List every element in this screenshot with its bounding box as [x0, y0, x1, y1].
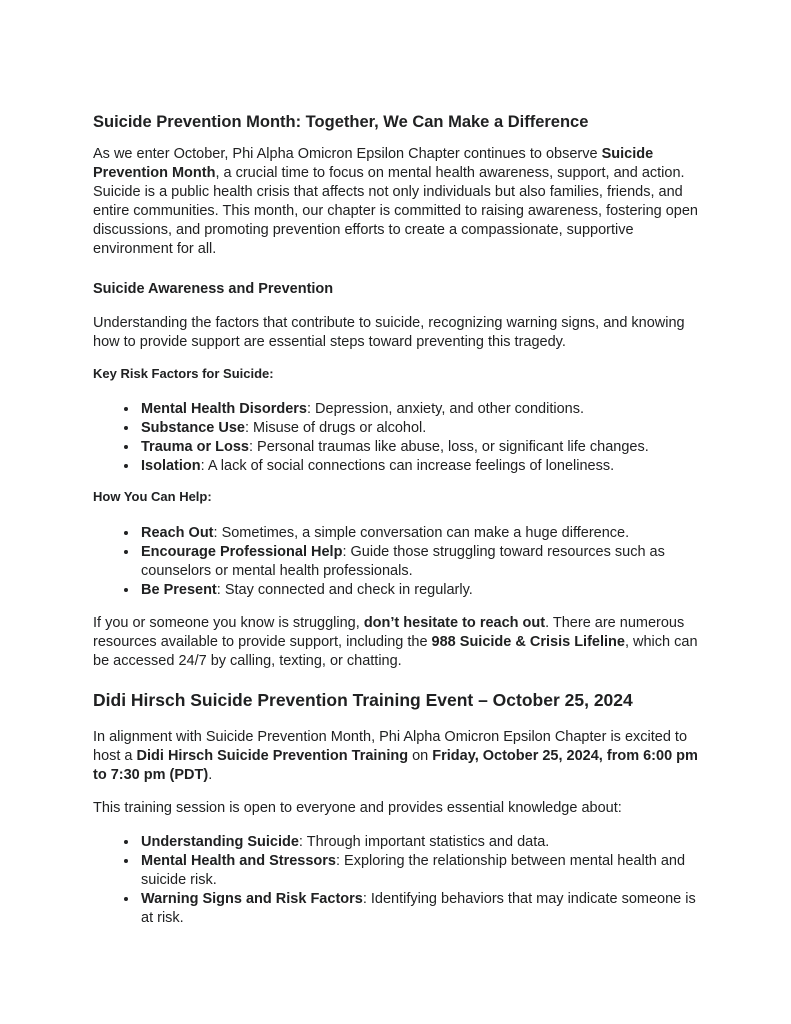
text-run: : Misuse of drugs or alcohol. — [244, 420, 427, 437]
text-run: If you or someone you know is struggling, — [93, 614, 364, 631]
text-run: : Exploring the relationship between mental health and suicide risk. — [141, 852, 686, 888]
text-run: , a crucial time to focus on mental health awareness, support, and action. Suicide is a public health crisis that affects not only individuals but also families, friends, and entire communities. This month, our chapter is committed to raising awareness, fostering open discussions, and promoting prevention efforts to create a compassionate, supportive environment for all. — [93, 165, 698, 257]
list-item — [139, 581, 698, 600]
text-run: , which can be accessed 24/7 by calling, texting, or chatting. — [93, 633, 698, 669]
list-item — [139, 438, 698, 457]
risk-factors-list — [93, 400, 698, 476]
bold-text-run: Warning Signs and Risk Factors — [141, 890, 363, 907]
list-item — [139, 543, 698, 581]
training-intro-paragraph: This training session is open to everyone and provides essential knowledge about: — [93, 799, 622, 816]
bold-text-run: Understanding Suicide — [141, 833, 299, 850]
list-item — [139, 457, 698, 476]
text-run: : Sometimes, a simple conversation can make a huge difference. — [213, 524, 630, 541]
bold-text-run: Be Present — [141, 581, 217, 598]
bold-text-run: Substance Use — [141, 420, 245, 437]
text-run: : A lack of social connections can increase feelings of loneliness. — [200, 458, 615, 475]
section-heading-awareness: Suicide Awareness and Prevention — [93, 281, 334, 297]
text-run: on — [408, 747, 433, 764]
event-paragraph — [93, 728, 698, 785]
text-run: . There are numerous resources available to provide support, including the — [93, 614, 685, 650]
list-item — [139, 524, 698, 543]
bold-text-run: 988 Suicide & Crisis Lifeline — [431, 633, 625, 650]
training-topics-list — [93, 833, 698, 928]
list-item — [139, 419, 698, 438]
section-heading-risk-factors: Key Risk Factors for Suicide: — [93, 366, 274, 381]
bold-text-run: Didi Hirsch Suicide Prevention Training — [136, 747, 409, 764]
bold-text-run: Trauma or Loss — [141, 439, 249, 456]
bold-text-run: Isolation — [141, 458, 201, 475]
awareness-paragraph: Understanding the factors that contribute to suicide, recognizing warning signs, and knowing how to provide support are essential steps toward preventing this tragedy. — [93, 315, 685, 350]
resources-paragraph — [93, 614, 698, 671]
section-heading-how-to-help: How You Can Help: — [93, 489, 212, 505]
text-run: : Identifying behaviors that may indicate someone is at risk. — [141, 890, 696, 926]
bold-text-run: Mental Health Disorders — [141, 401, 307, 418]
text-run: As we enter October, Phi Alpha Omicron Epsilon Chapter continues to observe — [93, 146, 602, 162]
text-run: In alignment with Suicide Prevention Month, Phi Alpha Omicron Epsilon Chapter is excited to host a — [93, 728, 688, 764]
list-item — [139, 890, 698, 928]
main-title: Suicide Prevention Month: Together, We Can Make a Difference — [93, 113, 589, 131]
text-run: : Guide those struggling toward resources such as counselors or mental health professionals. — [141, 543, 665, 579]
intro-paragraph — [93, 145, 698, 259]
text-run: : Stay connected and check in regularly. — [216, 581, 473, 598]
list-item — [139, 852, 698, 890]
text-run: : Depression, anxiety, and other conditions. — [307, 401, 585, 418]
bold-text-run: Reach Out — [141, 524, 214, 541]
bold-text-run: Suicide Prevention Month — [93, 146, 654, 181]
list-item — [139, 400, 698, 419]
text-run: : Personal traumas like abuse, loss, or significant life changes. — [248, 439, 649, 456]
bold-text-run: Mental Health and Stressors — [141, 852, 336, 869]
how-to-help-list — [93, 524, 698, 600]
event-title: Didi Hirsch Suicide Prevention Training Event – October 25, 2024 — [93, 689, 633, 710]
bold-text-run: Encourage Professional Help — [141, 543, 343, 560]
bold-text-run: don’t hesitate to reach out — [363, 614, 546, 631]
list-item — [139, 833, 698, 852]
text-run: . — [208, 766, 213, 783]
bold-text-run: Friday, October 25, 2024, from 6:00 pm to 7:30 pm (PDT) — [93, 747, 698, 783]
text-run: : Through important statistics and data. — [298, 833, 550, 850]
